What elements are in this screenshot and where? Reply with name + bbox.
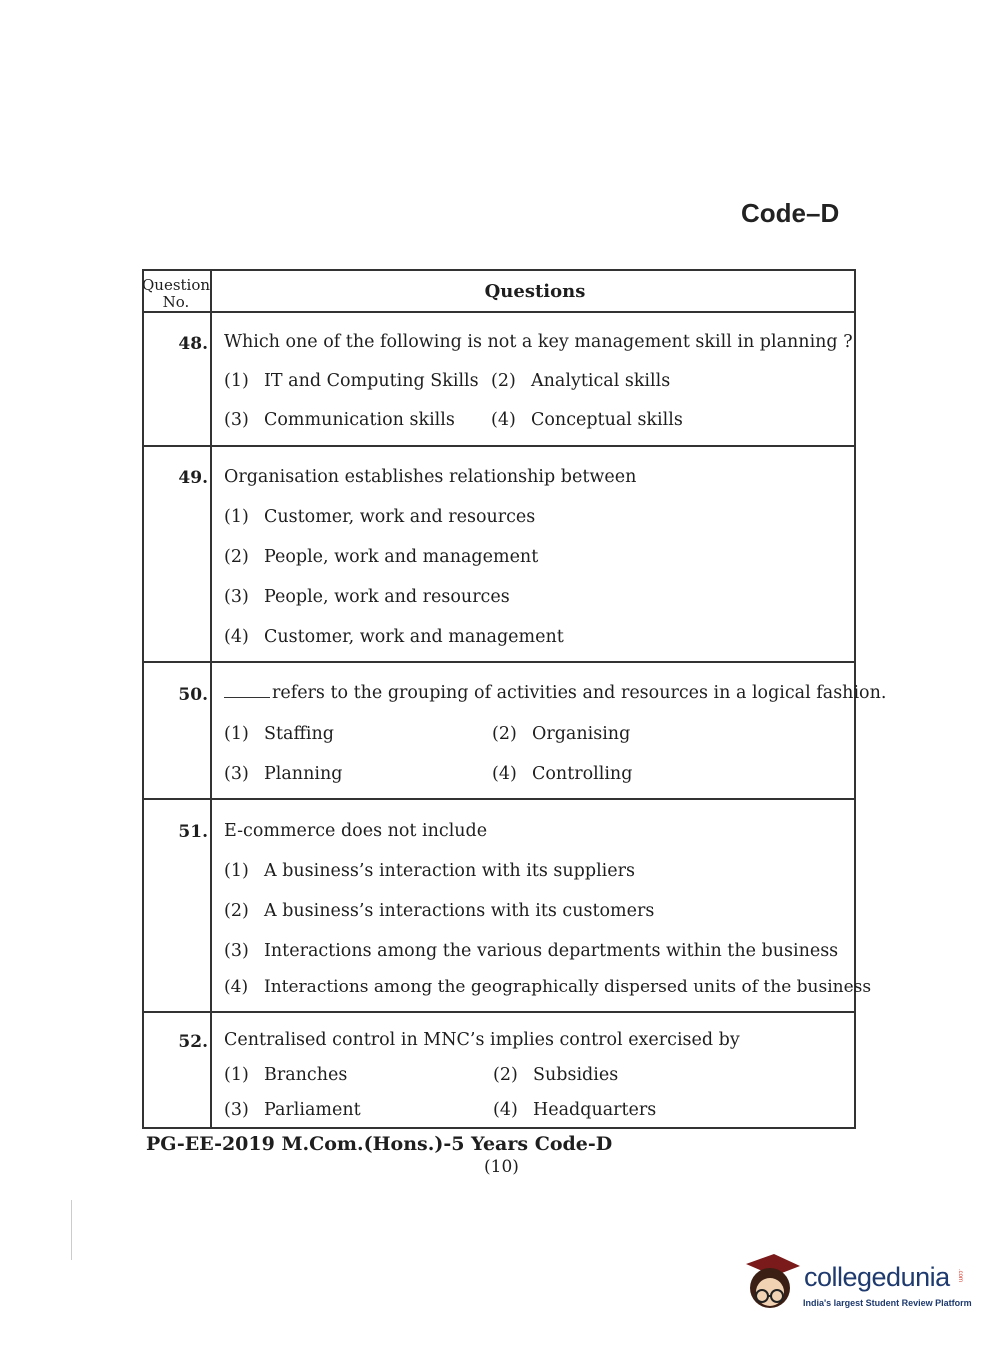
option-number: (2): [224, 547, 249, 567]
option-text: Conceptual skills: [531, 410, 683, 430]
option: [492, 764, 632, 784]
column-divider: [210, 271, 212, 1127]
option-number: (1): [224, 861, 249, 881]
question-number: 52.: [178, 1032, 208, 1052]
header-questions: Questions: [484, 281, 586, 302]
option: [224, 410, 455, 430]
question-text: Organisation establishes relationship between: [224, 467, 637, 487]
option-number: (3): [224, 764, 249, 784]
option-text: Subsidies: [533, 1065, 619, 1085]
page-number: (10): [484, 1157, 519, 1177]
scan-margin-line: [71, 1200, 72, 1260]
option: [493, 1100, 656, 1120]
question-text: Which one of the following is not a key management skill in planning ?: [224, 332, 853, 352]
option: [224, 1065, 347, 1085]
option-text: Branches: [264, 1065, 348, 1085]
option-text: Organising: [532, 724, 631, 744]
option-number: (1): [224, 1065, 249, 1085]
row-rule: [144, 798, 854, 800]
option: [224, 547, 538, 567]
question-text: Centralised control in MNC’s implies control exercised by: [224, 1030, 740, 1050]
question-text: refers to the grouping of activities and resources in a logical fashion.: [272, 683, 887, 703]
option-text: Communication skills: [264, 410, 455, 430]
option: [224, 371, 479, 391]
option: [491, 410, 683, 430]
option: [224, 941, 838, 961]
question-text: E-commerce does not include: [224, 821, 488, 841]
logo-dotcom: .com: [957, 1269, 963, 1283]
option-text: People, work and resources: [264, 587, 510, 607]
question-number: 48.: [178, 334, 208, 354]
option: [492, 724, 630, 744]
option-number: (3): [224, 410, 249, 430]
option-number: (4): [492, 764, 517, 784]
option: [224, 587, 510, 607]
option-number: (3): [224, 941, 249, 961]
option: [493, 1065, 618, 1085]
row-rule: [144, 661, 854, 663]
question-text-line: [224, 683, 886, 703]
option-number: (1): [224, 507, 249, 527]
option-number: (1): [224, 371, 249, 391]
option: [224, 724, 334, 744]
option: [224, 977, 871, 997]
option-number: (2): [491, 371, 516, 391]
option-text: Interactions among the various departments within the business: [264, 941, 839, 961]
fill-in-blank: [224, 683, 270, 698]
option: [491, 371, 670, 391]
option: [224, 507, 535, 527]
option: [224, 764, 342, 784]
option-text: Interactions among the geographically dispersed units of the business: [264, 977, 872, 997]
option: [224, 901, 654, 921]
option-text: People, work and management: [264, 547, 539, 567]
option-number: (1): [224, 724, 249, 744]
option-number: (2): [492, 724, 517, 744]
page-footer: PG-EE-2019 M.Com.(Hons.)-5 Years Code-D: [146, 1133, 613, 1155]
exam-code: Code–D: [741, 198, 840, 228]
row-rule: [144, 1011, 854, 1013]
question-number: 51.: [178, 822, 208, 842]
option-number: (4): [224, 977, 249, 997]
option-text: IT and Computing Skills: [264, 371, 479, 391]
option-text: Planning: [264, 764, 343, 784]
option-number: (2): [493, 1065, 518, 1085]
option-text: Customer, work and resources: [264, 507, 536, 527]
option-number: (4): [493, 1100, 518, 1120]
question-number: 50.: [178, 685, 208, 705]
option-text: Staffing: [264, 724, 334, 744]
option: [224, 627, 564, 647]
option-number: (4): [491, 410, 516, 430]
option-text: A business’s interactions with its customers: [264, 901, 655, 921]
header-no-line1: Question: [142, 276, 211, 294]
option-number: (2): [224, 901, 249, 921]
option-number: (4): [224, 627, 249, 647]
header-no-line2: No.: [162, 293, 190, 311]
option-text: Analytical skills: [531, 371, 671, 391]
logo-tagline: India's largest Student Review Platform: [803, 1298, 972, 1308]
logo-brand-text: collegedunia: [804, 1262, 950, 1292]
option-number: (3): [224, 1100, 249, 1120]
option: [224, 1100, 361, 1120]
option: [224, 861, 635, 881]
option-text: A business’s interaction with its suppliers: [264, 861, 635, 881]
option-text: Customer, work and management: [264, 627, 564, 647]
option-number: (3): [224, 587, 249, 607]
question-number: 49.: [178, 468, 208, 488]
question-table: [142, 269, 887, 1129]
option-text: Parliament: [264, 1100, 361, 1120]
option-text: Controlling: [532, 764, 633, 784]
header-question-no: [142, 277, 210, 311]
header-rule: [144, 311, 854, 313]
row-rule: [144, 445, 854, 447]
option-text: Headquarters: [533, 1100, 657, 1120]
